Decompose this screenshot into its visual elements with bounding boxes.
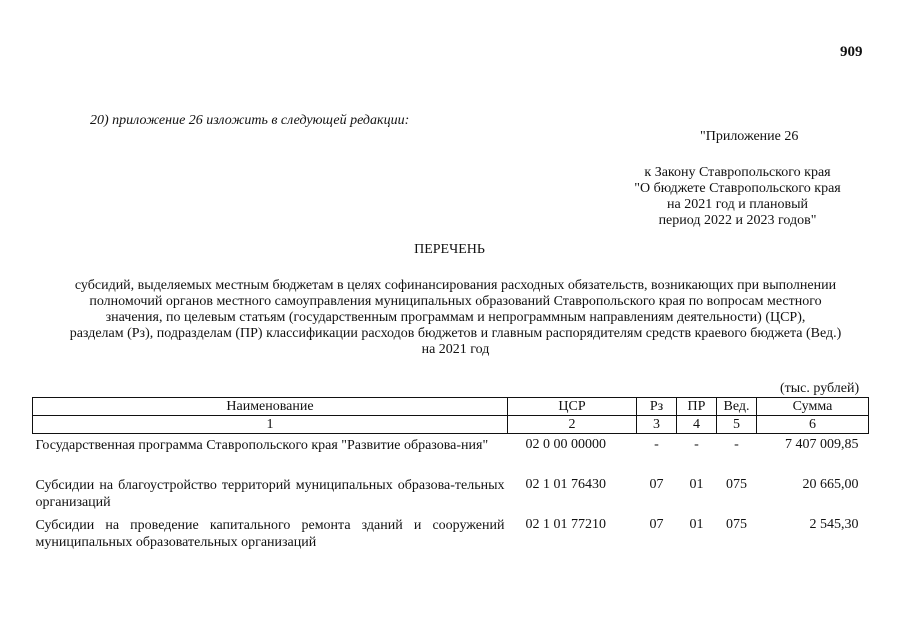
header-csr: ЦСР (508, 398, 637, 416)
header-rz: Рз (637, 398, 677, 416)
appendix-ref-line: "О бюджете Ставропольского края (634, 181, 841, 196)
document-title: ПЕРЕЧЕНЬ (414, 242, 485, 257)
row-rz: 07 (649, 516, 664, 532)
table-row (33, 514, 869, 554)
appendix-title: "Приложение 26 (700, 129, 799, 144)
row-sum: 7 407 009,85 (785, 437, 859, 452)
subtitle-line: разделам (Рз), подразделам (ПР) классификации расходов бюджетов и главным распорядителям средств краевого бюджета (Вед.) (69, 326, 842, 341)
subtitle-line: на 2021 год (421, 342, 490, 357)
table-number-row (33, 416, 869, 434)
column-number: 6 (757, 416, 869, 434)
appendix-ref-line: период 2022 и 2023 годов" (658, 213, 817, 228)
row-sum: 20 665,00 (802, 476, 859, 492)
header-pr: ПР (677, 398, 717, 416)
row-name: Субсидии на благоустройство территорий муниципальных образова-тельных организаций (35, 477, 505, 510)
column-number: 5 (717, 416, 757, 434)
row-sum: 2 545,30 (809, 516, 859, 532)
row-name: Субсидии на проведение капитального ремонта зданий и сооружений муниципальных образовательных организаций (35, 517, 505, 550)
row-csr: 02 0 00 00000 (525, 437, 606, 452)
subtitle-line: значения, по целевым статьям (государственным программам и непрограммным направлениям деятельности) (ЦСР), (105, 310, 806, 325)
amendment-instruction: 20) приложение 26 изложить в следующей редакции: (90, 113, 410, 128)
column-number: 3 (637, 416, 677, 434)
subsidy-table (32, 397, 869, 554)
row-ved: 075 (726, 516, 747, 532)
row-name: Государственная программа Ставропольского края "Развитие образова-ния" (35, 438, 489, 453)
table-row (33, 434, 869, 474)
table-header-row (33, 398, 869, 416)
header-name: Наименование (33, 398, 508, 416)
row-pr: 01 (689, 516, 704, 532)
document-subtitle (28, 278, 883, 358)
units-label: (тыс. рублей) (780, 381, 860, 396)
row-ved: 075 (726, 476, 747, 492)
row-rz: - (654, 437, 659, 452)
appendix-reference (630, 165, 845, 229)
header-ved: Вед. (717, 398, 757, 416)
appendix-ref-line: на 2021 год и плановый (666, 197, 808, 212)
row-ved: - (734, 437, 739, 452)
page-number: 909 (840, 44, 863, 60)
subtitle-line: субсидий, выделяемых местным бюджетам в целях софинансирования расходных обязательств, возникающих при выполнении (74, 278, 837, 293)
row-rz: 07 (649, 476, 664, 492)
row-csr: 02 1 01 77210 (525, 516, 606, 532)
row-pr: 01 (689, 476, 704, 492)
subtitle-line: полномочий органов местного самоуправления муниципальных образований Ставропольского края по вопросам местного (89, 294, 822, 309)
column-number: 1 (33, 416, 508, 434)
row-csr: 02 1 01 76430 (525, 476, 606, 492)
row-pr: - (694, 437, 699, 452)
column-number: 2 (508, 416, 637, 434)
table-row (33, 474, 869, 514)
header-sum: Сумма (757, 398, 869, 416)
column-number: 4 (677, 416, 717, 434)
appendix-ref-line: к Закону Ставропольского края (644, 165, 831, 180)
